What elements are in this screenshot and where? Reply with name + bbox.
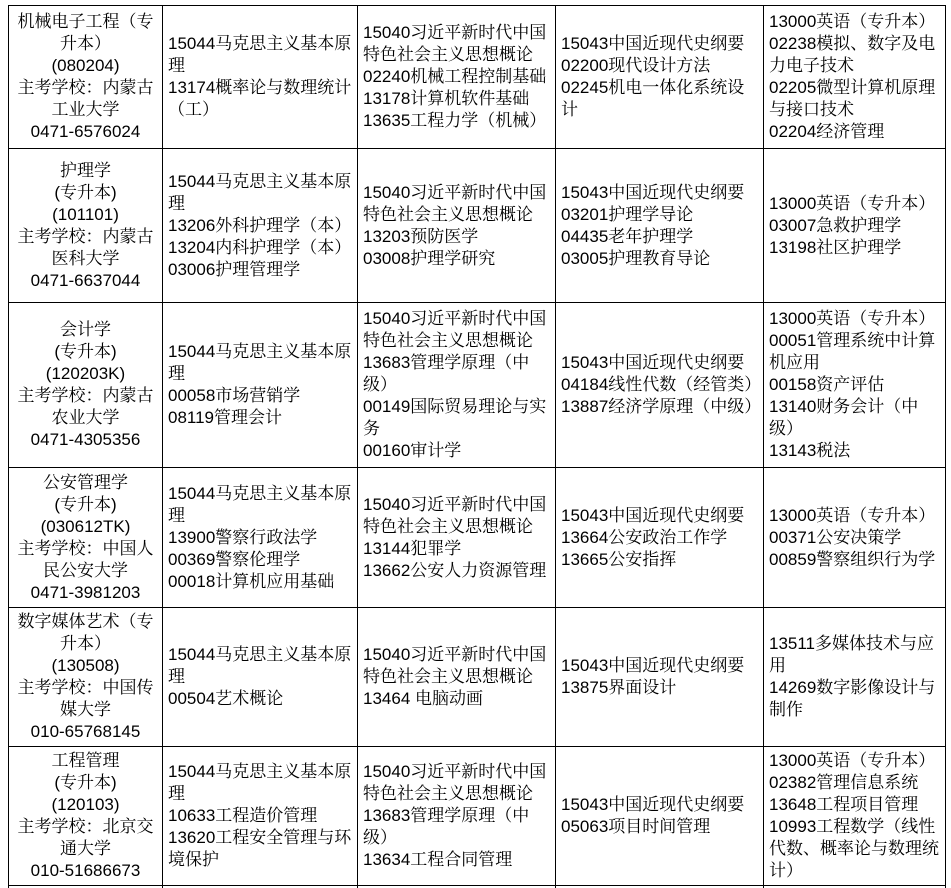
course-item: 05063项目时间管理 (561, 817, 711, 836)
table-row (9, 608, 946, 747)
course-slot-cell (764, 747, 946, 886)
course-slot-cell (556, 6, 764, 149)
course-slot-cell (358, 6, 556, 149)
course-item: 13900警察行政法学 (168, 527, 318, 547)
major-code: (120203K) (45, 364, 126, 383)
major-cell (9, 468, 163, 608)
course-item: 15044马克思主义基本原理 (168, 34, 352, 75)
course-item: 00051管理系统中计算机应用 (769, 331, 936, 372)
course-item: 00149国际贸易理论与实务 (363, 397, 547, 438)
course-item: 10993工程数学（线性代数、概率论与数理统计） (769, 817, 939, 880)
major-cell (9, 747, 163, 886)
course-item: 00371公安决策学 (769, 527, 902, 547)
table-row (9, 468, 946, 608)
course-item: 15040习近平新时代中国特色社会主义思想概论 (363, 182, 547, 224)
course-item: 03005护理教育导论 (561, 248, 711, 268)
course-item: 13140财务会计（中级） (769, 397, 919, 438)
major-phone: 0471-6576024 (30, 122, 141, 141)
course-item: 15043中国近现代史纲要 (561, 656, 745, 675)
course-slot-cell (358, 747, 556, 886)
course-item: 15044马克思主义基本原理 (168, 762, 352, 803)
course-slot-cell (556, 149, 764, 303)
course-item: 02238模拟、数字及电力电子技术 (769, 34, 936, 75)
course-item: 13203预防医学 (363, 226, 479, 246)
major-phone: 010-51686673 (30, 861, 141, 880)
major-school: 主考学校：北京交通大学 (17, 817, 154, 858)
course-slot-cell (163, 149, 358, 303)
course-slot-cell (358, 149, 556, 303)
course-slot-cell (163, 303, 358, 468)
course-item: 03006护理管理学 (168, 259, 301, 279)
major-school: 主考学校：中国传媒大学 (17, 678, 154, 719)
major-cell (9, 303, 163, 468)
course-item: 13000英语（专升本） (769, 193, 936, 213)
major-school: 主考学校：内蒙古农业大学 (17, 386, 154, 427)
course-slot-cell (358, 608, 556, 747)
course-item: 13635工程力学（机械） (363, 111, 547, 130)
course-item: 15040习近平新时代中国特色社会主义思想概论 (363, 762, 547, 803)
major-name: 公安管理学 (43, 472, 128, 492)
course-item: 15040习近平新时代中国特色社会主义思想概论 (363, 309, 547, 350)
course-item: 15043中国近现代史纲要 (561, 505, 745, 525)
course-item: 13664公安政治工作学 (561, 527, 728, 547)
course-item: 00058市场营销学 (168, 386, 301, 405)
course-slot-cell (764, 149, 946, 303)
course-item: 08119管理会计 (168, 408, 283, 427)
course-slot-cell (358, 468, 556, 608)
major-code: (101101) (52, 204, 119, 224)
course-item: 02240机械工程控制基础 (363, 67, 547, 86)
course-item: 03007急救护理学 (769, 215, 902, 235)
major-phone: 0471-6637044 (30, 270, 141, 290)
course-item: 02245机电一体化系统设计 (561, 78, 745, 119)
course-item: 15043中国近现代史纲要 (561, 34, 745, 53)
exam-course-table (8, 5, 946, 888)
table-row (9, 303, 946, 468)
course-item: 15044马克思主义基本原理 (168, 483, 352, 525)
course-item: 13511多媒体技术与应用 (769, 634, 935, 675)
course-item: 02200现代设计方法 (561, 56, 711, 75)
course-item: 13648工程项目管理 (769, 795, 919, 814)
course-item: 13174概率论与数理统计（工） (168, 78, 352, 119)
course-item: 15040习近平新时代中国特色社会主义思想概论 (363, 23, 547, 64)
course-item: 00158资产评估 (769, 375, 885, 394)
major-name: 会计学 (60, 320, 111, 339)
course-item: 00160审计学 (363, 441, 462, 460)
course-item: 00018计算机应用基础 (168, 571, 335, 591)
course-slot-cell (556, 608, 764, 747)
course-slot-cell (764, 6, 946, 149)
course-slot-cell (556, 747, 764, 886)
course-item: 04184线性代数（经管类） (561, 375, 762, 394)
course-item: 00369警察伦理学 (168, 549, 301, 569)
course-item: 13000英语（专升本） (769, 309, 936, 328)
major-name: 护理学 (60, 160, 111, 180)
course-item: 13683管理学原理（中级） (363, 806, 530, 847)
table-body (9, 6, 946, 888)
course-item: 13000英语（专升本） (769, 505, 936, 525)
table-row (9, 149, 946, 303)
major-code: (080204) (51, 56, 120, 75)
course-item: 15043中国近现代史纲要 (561, 353, 745, 372)
table-row (9, 747, 946, 886)
course-item: 15044马克思主义基本原理 (168, 645, 352, 686)
course-item: 13634工程合同管理 (363, 850, 513, 869)
course-item: 13000英语（专升本） (769, 12, 936, 31)
major-phone: 0471-4305356 (30, 430, 141, 449)
course-item: 13206外科护理学（本） (168, 215, 352, 235)
major-cell (9, 149, 163, 303)
course-item: 13198社区护理学 (769, 237, 902, 257)
major-code: (030612TK) (40, 516, 131, 536)
course-item: 02205微型计算机原理与接口技术 (769, 78, 936, 119)
course-slot-cell (163, 6, 358, 149)
major-cell (9, 608, 163, 747)
major-name: (专升本) (54, 494, 117, 514)
major-phone: 0471-3981203 (30, 582, 141, 602)
major-school: 主考学校：中国人民公安大学 (17, 538, 154, 580)
course-slot-cell (556, 468, 764, 608)
course-item: 00504艺术概论 (168, 689, 284, 708)
course-item: 13683管理学原理（中级） (363, 353, 530, 394)
course-slot-cell (764, 303, 946, 468)
course-item: 03008护理学研究 (363, 248, 496, 268)
major-name: 工程管理 (51, 751, 120, 770)
course-item: 14269数字影像设计与制作 (769, 678, 936, 719)
course-item: 13178计算机软件基础 (363, 89, 530, 108)
major-code: (130508) (51, 656, 120, 675)
major-school: 主考学校：内蒙古工业大学 (17, 78, 154, 119)
course-item: 13143税法 (769, 441, 851, 460)
course-item: 15043中国近现代史纲要 (561, 795, 745, 814)
course-slot-cell (764, 608, 946, 747)
table-row (9, 6, 946, 149)
course-item: 10633工程造价管理 (168, 806, 318, 825)
major-name: (专升本) (54, 182, 117, 202)
course-item: 02382管理信息系统 (769, 773, 919, 792)
course-item: 13464 电脑动画 (363, 689, 483, 708)
course-slot-cell (764, 468, 946, 608)
course-item: 13204内科护理学（本） (168, 237, 352, 257)
course-item: 13000英语（专升本） (769, 751, 936, 770)
major-cell (9, 6, 163, 149)
course-slot-cell (358, 303, 556, 468)
course-item: 00859警察组织行为学 (769, 549, 936, 569)
course-item: 15043中国近现代史纲要 (561, 182, 745, 202)
course-item: 04435老年护理学 (561, 226, 694, 246)
course-slot-cell (163, 468, 358, 608)
course-item: 15044马克思主义基本原理 (168, 342, 352, 383)
major-name: (专升本) (54, 342, 117, 361)
major-school: 主考学校：内蒙古医科大学 (17, 226, 154, 268)
course-item: 13665公安指挥 (561, 549, 677, 569)
course-item: 13144犯罪学 (363, 538, 462, 558)
course-item: 13875界面设计 (561, 678, 677, 697)
course-item: 13662公安人力资源管理 (363, 560, 547, 580)
course-slot-cell (556, 303, 764, 468)
course-item: 15044马克思主义基本原理 (168, 171, 352, 213)
major-name: 数字媒体艺术（专升本） (17, 612, 154, 653)
major-phone: 010-65768145 (30, 722, 141, 741)
major-name: (专升本) (54, 773, 117, 792)
course-slot-cell (163, 747, 358, 886)
course-item: 13887经济学原理（中级） (561, 397, 762, 416)
course-slot-cell (163, 608, 358, 747)
major-code: (120103) (51, 795, 120, 814)
course-item: 02204经济管理 (769, 122, 885, 141)
course-item: 15040习近平新时代中国特色社会主义思想概论 (363, 494, 547, 536)
course-item: 03201护理学导论 (561, 204, 694, 224)
major-name: 机械电子工程（专升本） (17, 12, 154, 53)
course-item: 13620工程安全管理与环境保护 (168, 828, 352, 869)
course-item: 15040习近平新时代中国特色社会主义思想概论 (363, 645, 547, 686)
